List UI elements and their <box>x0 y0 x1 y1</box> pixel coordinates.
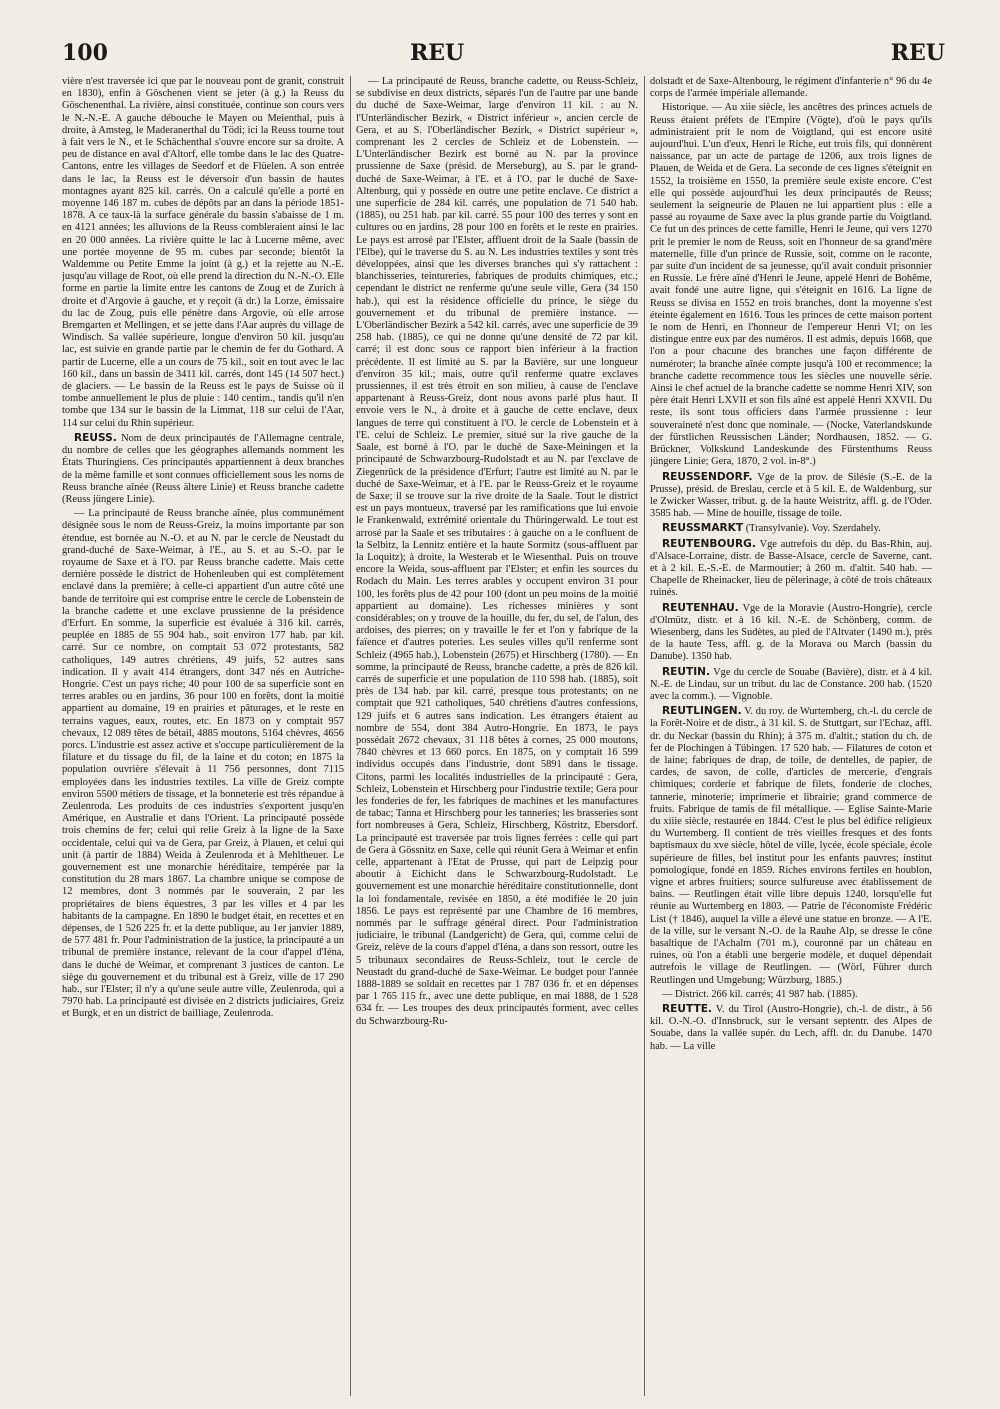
entry-headword: REUTENHAU. <box>662 601 739 614</box>
entry-headword: REUTIN. <box>662 665 711 678</box>
dictionary-entry <box>650 538 932 600</box>
entry-text: V. du Tirol (Austro-Hongrie), ch.-l. de distr., à 56 kil. O.-N.-O. d'Innsbruck, sur le versant septentr. des Alpes de Souabe, dans la vallée supér. du Lech, affl. dr. du Danube. 1470 hab. — La ville <box>650 1004 932 1052</box>
entry-headword: REUTTE. <box>662 1003 712 1016</box>
paragraph <box>650 102 932 468</box>
entry-text: — La principauté de Reuss, branche cadette, ou Reuss-Schleiz, se subdivise en deux districts, séparés l'un de l'autre par une bande du duché de Saxe-Weimar, large d'environ 11 kil. : au N. l'Unterländischer Bezirk, « District inférieur », ancien cercle de Gera, et au S. l'Oberländischer Bezirk, « District supérieur », comprenant les 2 cercles de Schleiz et de Lobenstein. — L'Unterländischer Bezirk est borné au N. par la province prussienne de Saxe (présid. de Merseburg), au S. par le grand-duché de Saxe-Weimar, à l'E. et à l'O. par le duché de Saxe-Altenburg, qui y possède en outre une petite enclave. Ce district a une superficie de 284 kil. carrés, une population de 71 540 hab. (1885), ou 251 hab. par kil. carré. 55 pour 100 des terres y sont en cultures ou en jardins, 28 pour 100 en forêts et le reste en prairies. Le pays est arrosé par l'Elster, affluent droit de la Saale (bassin de l'Elbe), qui le traverse du S. au N. Les industries textiles y sont très développées, ainsi que les diverses branches qui s'y rattachent : blanchisseries, teintureries, fabriques de produits chimiques, etc.; cependant le district ne renferme qu'une seule ville, Gera (34 150 hab.), qui est la résidence officielle du prince, le siège du gouvernement et du tribunal de première instance. — L'Oberländischer Bezirk a 542 kil. carrés, avec une superficie de 39 258 hab. (1885), ce qui ne donne qu'une densité de 72 par kil. carré; il est donc sous ce rapport bien inférieur à la fraction précédente. Il est limité au S. par la Bavière, sur une longueur d'environ 35 kil.; mais, outre qu'il renferme quatre exclaves prussiennes, il est très étroit en son milieu, à cause de l'enclave appartenant à Reuss-Greiz, dont nous avons parlé plus haut. Il envoie vers le N., à droite et à gauche de cette enclave, deux langues de terre qui constituent à l'O. le cercle de Lobenstein et à l'E. celui de Schleiz. Le premier, situé sur la rive gauche de la Saale, est borné à l'O. par le duché de Saxe-Meiningen et la principauté de Schwarzbourg-Rudolstadt et au N. par l'exclave de Ziegenrück de la présidence d'Erfurt; l'autre est limité au N. par le duché de Saxe-Weimar, et à l'E. par le Reuss-Greiz et le royaume de Saxe; il se trouve sur la rive droite de la Saale. Tout le district est un pays montueux, traversé par les ramifications que lui envoie le Frankenwald, extrémité orientale du Thüringerwald. Le tout est arrosé par la Saale et ses tributaires : à gauche on a le confluent de la Selbitz, la Lennitz entière et la haute Sormitz (sous-affluent par la Loquitz); à droite, la Westerab et le Wiesenthal. Puis on trouve encore la Weida, sous-affluent par l'Elster; et enfin les sources du Rodach du Main. Les terres arables y occupent environ 31 pour 100, les forêts plus de 42 pour 100 (dont un peu moins de la moitié appartient au domaine). Les richesses minières y sont considérables; on y trouve de la houille, du fer, du sel, de l'alun, des ardoises, des pierres; on y travaille le fer et l'on y fabrique de la faïence et d'autres poteries. Les seules villes qu'il renferme sont Schleiz (4965 hab.), Lobenstein (2675) et Hirschberg (1780). — En somme, la principauté de Reuss, branche cadette, a près de 826 kil. carrés de superficie et une population de 110 598 hab. (1885), soit près de 134 hab. par kil. carré, presque tous protestants; on ne comptait que 921 catholiques, 540 chrétiens d'autres confessions, 129 juifs et 6 autres sans indication. Les étrangers étaient au nombre de 554, dont 384 Autro-Hongrie. En 1873, le pays possédait 2672 chevaux, 31 118 bêtes à cornes, 25 000 moutons, 7840 chèvres et 13 660 porcs. En 1875, on y comptait 16 599 individus occupés dans l'industrie, dont 5891 dans le tissage. Citons, parmi les localités industrielles de la principauté : Gera, Schleiz, Lobenstein et Hirschberg pour l'industrie textile; Gera pour les fonderies de fer, les fabriques de machines et les manufactures de tabac; Tanna et Hirschberg pour les tanneries; les brasseries sont fort nombreuses à Gera, Schleiz, Hirschberg, Köstritz, Ebersdorf. La principauté est traversée par trois lignes ferrées : celle qui part de Gera à Gössnitz en Saxe, celle qui réunit Gera à Weimar et enfin celle, appartenant à l'Etat de Prusse, qui part de Leipzig pour aboutir à Eichicht dans le Schwarzbourg-Rudolstadt. Le gouvernement est une monarchie héréditaire constitutionnelle, dont la loi fondamentale, revisée en 1850, a été modifiée le 20 juin 1856. Le pays est représenté par une Chambre de 16 membres, nommés par le suffrage général direct. Pour l'administration judiciaire, le tribunal (Landgericht) de Gera, qui, comme celui de Greiz, relève de la cours d'appel d'Iéna, a dans son ressort, outre les 5 tribunaux secondaires de Reuss-Schleiz, tout le cercle de Neustadt du grand-duché de Saxe-Weimar. Le budget pour l'année 1888-1889 se soldait en recettes par 1 787 036 fr. et en dépenses par 1 765 115 fr., avec une dette publique, en mai 1888, de 1 528 634 fr. — Les troupes des deux principautés forment, avec celles du Schwarzbourg-Ru- <box>356 76 638 1027</box>
entry-text: Nom de deux principautés de l'Allemagne centrale, du nombre de celles que les géographes allemands nomment les États Thuringiens. Ces principautés appartiennent à deux branches de la même famille et sont connues officiellement sous les noms de Reuss branche aînée (Reuss ältere Linie) et Reuss branche cadette (Reuss jüngere Linie). <box>62 432 344 505</box>
entry-headword: REUSSENDORF. <box>662 470 753 483</box>
dictionary-entry <box>650 471 932 521</box>
running-head-right: REU <box>890 40 945 66</box>
paragraph <box>62 76 344 430</box>
entry-text: Vge autrefois du dép. du Bas-Rhin, auj. d'Alsace-Lorraine, distr. de Basse-Alsace, cercle de Saverne, cant. et à 2 kil. E.-S.-E. de Marmoutier; à 260 m. d'altit. 540 hab. — Chapelle de Rheinacker, lieu de pèlerinage, à côté de trois châteaux ruinés. <box>650 538 932 599</box>
column-divider <box>350 76 351 1396</box>
paragraph <box>356 76 638 1028</box>
entry-text: Vge de la Moravie (Austro-Hongrie), cercle d'Olmütz, distr. et à 16 kil. N.-E. de Schönberg, comm. de Wiesenberg, dans les Sudètes, au pied de l'Altvater (1490 m.), près de la haute Tess, affl. g. de la Morava ou March (bassin du Danube). 1350 hab. <box>650 602 932 663</box>
text-column-3 <box>650 76 932 1396</box>
entry-text: Historique. — Au xiie siècle, les ancêtres des princes actuels de Reuss étaient préfets de l'Empire (Vögte), d'où le pays qu'ils administraient prit le nom de Voigtland, qui est encore usité aujourd'hui. L'un d'eux, Henri le Riche, eut trois fils, qui donnèrent naissance, par un acte de partage de 1206, aux trois lignes de Plauen, de Weida et de Gera. La seconde de ces lignes s'éteignit en 1552, la troisième en 1550, la première seule existe encore. C'est elle qui possède aujourd'hui les deux principautés de Reuss; seulement la seigneurie de Plauen ne lui appartient plus : elle a passé au royaume de Saxe avec la plus grande partie du Voigtland. Ce fut un des princes de cette famille, Henri le Jeune, qui vers 1270 prit le premier le nom de Reuss, soit en l'honneur de sa grand'mère maternelle, fille d'un prince de Russie, soit, comme on le raconte, par suite d'un incident de sa jeunesse, qu'il avait conduit prisonnier en Russie. Le frère aîné d'Henri le Jeune, appelé Henri de Bohême, avait fondé une autre ligne, qui s'éteignit en 1616. La ligne de Reuss se divisa en 1552 en trois branches, dont la moyenne s'est éteinte également en 1616. Tous les princes de cette maison portent le nom de Henri, en l'honneur de l'empereur Henri VI; on les distingue entre eux par des numéros. Il est admis, depuis 1668, que l'on a pour chacune des branches une façon différente de numéroter; la branche aînée compte jusqu'à 100 et recommence; la branche cadette recommence tous les siècles une nouvelle série. Ainsi le chef actuel de la branche cadette se nomme Henri XIV, son père était Henri LXVII et son fils aîné est appelé Henri XXVII. Du reste, ils sont tous officiers dans l'armée prussienne : leur souveraineté n'est donc que nominale. — (Nocke, Vaterlandskunde der fürstlichen Reussischen Länder; Nordhausen, 1852. — G. Brückner, Volkskund Landeskunde des Fürstenthums Reuss jüngere Linie; Gera, 1870, 2 vol. in-8°.) <box>650 102 932 468</box>
running-head-center: REU <box>410 40 465 66</box>
paragraph <box>62 508 344 1021</box>
dictionary-entry <box>650 522 932 535</box>
dictionary-entry <box>650 1003 932 1053</box>
entry-text: dolstadt et de Saxe-Altenbourg, le régiment d'infanterie n° 96 du 4e corps de l'armée impériale allemande. <box>650 76 932 100</box>
dictionary-entry <box>650 602 932 664</box>
column-divider <box>644 76 645 1396</box>
text-column-2 <box>356 76 638 1396</box>
entry-headword: REUTENBOURG. <box>662 537 756 550</box>
page-number: 100 <box>62 40 108 66</box>
entry-text: — District. 266 kil. carrés; 41 987 hab. (1885). <box>662 988 858 1000</box>
dictionary-entry <box>650 705 932 987</box>
dictionary-entry <box>62 432 344 506</box>
entry-text: Vge de la prov. de Silésie (S.-E. de la Prusse), présid. de Breslau, cercle et à 5 kil. E. de Waldenburg, sur le Zwicker Wasser, tribut. g. de la haute Weistritz, affl. g. de l'Oder. 3585 hab. — Mine de houille, tissage de toile. <box>650 471 932 520</box>
entry-headword: REUTLINGEN. <box>662 705 742 718</box>
entry-text: vière n'est traversée ici que par le nouveau pont de granit, construit en 1830), enfin à Göschenen vient se jeter (à g.) la Reuss du Göschenenthal. La rivière, ainsi constituée, continue son cours vers le N.-N.-E. A gauche débouche le Mayen ou Meienthal, puis à droite, à Amsteg, le Maderanerthal du Tödi; ici la Reuss tourne tout à fait vers le N., et le Schächenthal s'ouvre encore sur sa droite. A peu de distance en aval d'Altorf, elle tombe dans le lac des Quatre-Cantons, entre les villages de Seedorf et de Flüelen. A son entrée dans le lac, la Reuss est le déversoir d'un bassin de hautes montagnes ayant 825 kil. carrés. On a calculé qu'elle a porté en moyenne 146 187 m. cubes de dépôts par an dans la période 1851-1878. A ce taux-là la surface générale du bassin s'abaisse de 1 m. en 4121 années; les alluvions de la Reuss combleraient ainsi le lac en 20 000 années. La rivière quitte le lac à Lucerne même, avec une portée moyenne de 95 m. cubes par seconde; bientôt la Waldemme ou Petite Emme la joint (à g.) et la rejette au N.-E. jusqu'au village de Root, où elle prend la direction du N.-N.-O. Elle forme en partie la limite entre les cantons de Zoug et de Zurich à droite et d'Argovie à gauche, et y reçoit (à dr.) la Lorze, émissaire du lac de Zoug, puis elle pénètre dans Argovie, où elle arrose Bremgarten et Mellingen, et se jette dans l'Aar auprès du village de Windisch. Sa vallée supérieure, longue d'environ 50 kil. jusqu'au lac, est suivie en grande partie par le chemin de fer du Gothard. A partir de Lucerne, elle a un cours de 75 kil., soit en tout avec le lac 160 kil., dans un bassin de 3411 kil. carrés, dont 145 (14 507 hect.) de glaciers. — Le bassin de la Reuss est le pays de Suisse où il tombe annuellement le plus de pluie : 140 centim., tandis qu'il n'en tombe que 134 sur le bassin de la Limmat, 118 sur celui de l'Aar, 114 sur celui du Rhin supérieur. <box>62 76 344 429</box>
text-column-1 <box>62 76 344 1396</box>
entry-headword: REUSSMARKT <box>662 522 744 535</box>
entry-text: Vge du cercle de Souabe (Bavière), distr. et à 4 kil. N.-E. de Lindau, sur un tribut. du lac de Constance. 200 hab. (1520 avec la comm.). — Vignoble. <box>650 666 932 702</box>
dictionary-entry <box>650 666 932 704</box>
entry-text: V. du roy. de Wurtemberg, ch.-l. du cercle de la Forêt-Noire et de distr., à 31 kil. S. de Stuttgart, sur l'Echaz, affl. dr. du Neckar (bassin du Rhin); à 375 m. d'altit.; station du ch. de fer de Plochingen à Tübingen. 17 520 hab. — Filatures de coton et de laine; fabriques de drap, de toile, de dentelles, de papier, de cardes, de savon, de colle, d'articles de mercerie, d'engrais chimiques; corderie et fabrique de filets, fonderie de cloches, tannerie, minoterie; imprimerie et librairie; grand commerce de fruits. Fabrique de tamis de fil métallique. — Eglise Sainte-Marie du xiiie siècle, restaurée en 1844. C'est le plus bel édifice religieux du Wurtemberg. Il contient de très vieilles fresques et des fonts baptismaux du xve siècle, hôtel de ville, lycée, école spéciale, école supérieure de filles, bel institut pour les enfants pauvres; institut pomologique, fondé en 1859. Riches environs fertiles en houblon, vigne et arbres fruitiers; source sulfureuse avec établissement de bains. — Reutlingen était ville libre depuis 1240, lorsqu'elle fut réunie au Wurtemberg en 1803. — Patrie de l'économiste Frédéric List († 1846), auquel la ville a élevé une statue en bronze. — A l'E. de la ville, sur le versant N.-O. de la Rauhe Alp, se dresse le cône basaltique de l'Achalm (701 m.), couronné par un château en ruines, où l'on a établi une bergerie modèle, et duquel dépendait autrefois le village de Reutlingen. — (Wörl, Führer durch Reutlingen und Umgebung; Würzburg, 1885.) <box>650 706 932 986</box>
paragraph <box>650 989 932 1001</box>
entry-text: — La principauté de Reuss branche aînée, plus communément désignée sous le nom de Reuss-Greiz, la moins importante par son étendue, est bornée au N.-O. et au N. par le cercle de Neustadt du grand-duché de Saxe-Weimar, à l'E., au S. et au S.-O. par le royaume de Saxe et à l'O. par Reuss branche cadette. Mais cette dernière possède le district de Hohenleuben qui est complètement enclavé dans la première; à celle-ci appartient d'un autre côté une bande de territoire qui est comprise entre le cercle de Lobenstein de la branche cadette et une exclave prussienne de la présidence d'Erfurt. En somme, la superficie est évaluée à 316 kil. carrés, peuplée en 1885 de 55 904 hab., soit environ 177 hab. par kil. carré. Sur ce nombre, on comptait 53 072 protestants, 582 catholiques, 149 autres chrétiens, 49 juifs, 52 autres sans indication. Il y avait 414 étrangers, dont 347 nés en Autriche-Hongrie. C'est un pays riche; 40 pour 100 de sa superficie sont en terres arables ou en jardins, 36 pour 100 en forêts, dont la moitié appartient au domaine, 19 en prairies et pâturages, et le reste en terrains vagues, eaux, routes, etc. En 1873 on y comptait 957 chevaux, 12 089 têtes de bétail, 4885 moutons, 5164 chèvres, 4656 porcs. L'industrie est assez active et s'occupe particulièrement de la filature et du tissage du fil, de la laine et du coton; en 1875 la population ouvrière s'élevait à 11 756 personnes, dont 7115 employées dans les industries textiles. La ville de Greiz compte environ 5500 métiers de tissage, et la bonneterie est très répandue à Zeulenroda. Les produits de ces industries s'exportent jusqu'en Amérique, en Australie et dans l'Orient. La principauté possède trois chemins de fer; celui qui relie Greiz à la ligne de la Saxe occidentale, celui qui va de Gera, par Greiz, à Plauen, et celui qui unit (à partir de 1884) Weida à Zeulenroda et à Mehltheuer. Le gouvernement est une monarchie héréditaire, tempérée par la constitution du 28 mars 1867. La chambre unique se compose de 12 membres, dont 3 nommés par le souverain, 2 par les propriétaires de biens équestres, 3 par les villes et 4 par les habitants de la campagne. En 1890 le budget était, en recettes et en dépenses, de 1 526 225 fr. et la dette publique, au 1er janvier 1889, de 577 481 fr. Pour l'administration de la justice, la principauté a un tribunal de première instance, relevant de la cour d'appel d'Iéna, dans le duché de Weimar, et comprenant 3 justices de canton. Le siège du gouvernement et du tribunal est à Greiz, ville de 17 290 hab., sur l'Elster; il n'y a qu'une seule autre ville, Zeulenroda, qui a 7970 hab. La principauté est divisée en 2 districts judiciaires, Greiz et Burgk, et en un district de bailliage, Zeulenroda. <box>62 508 344 1020</box>
entry-headword: REUSS. <box>74 431 117 444</box>
paragraph <box>650 76 932 100</box>
entry-text: (Transylvanie). Voy. Szerdahely. <box>743 523 881 535</box>
page-header <box>62 40 945 70</box>
